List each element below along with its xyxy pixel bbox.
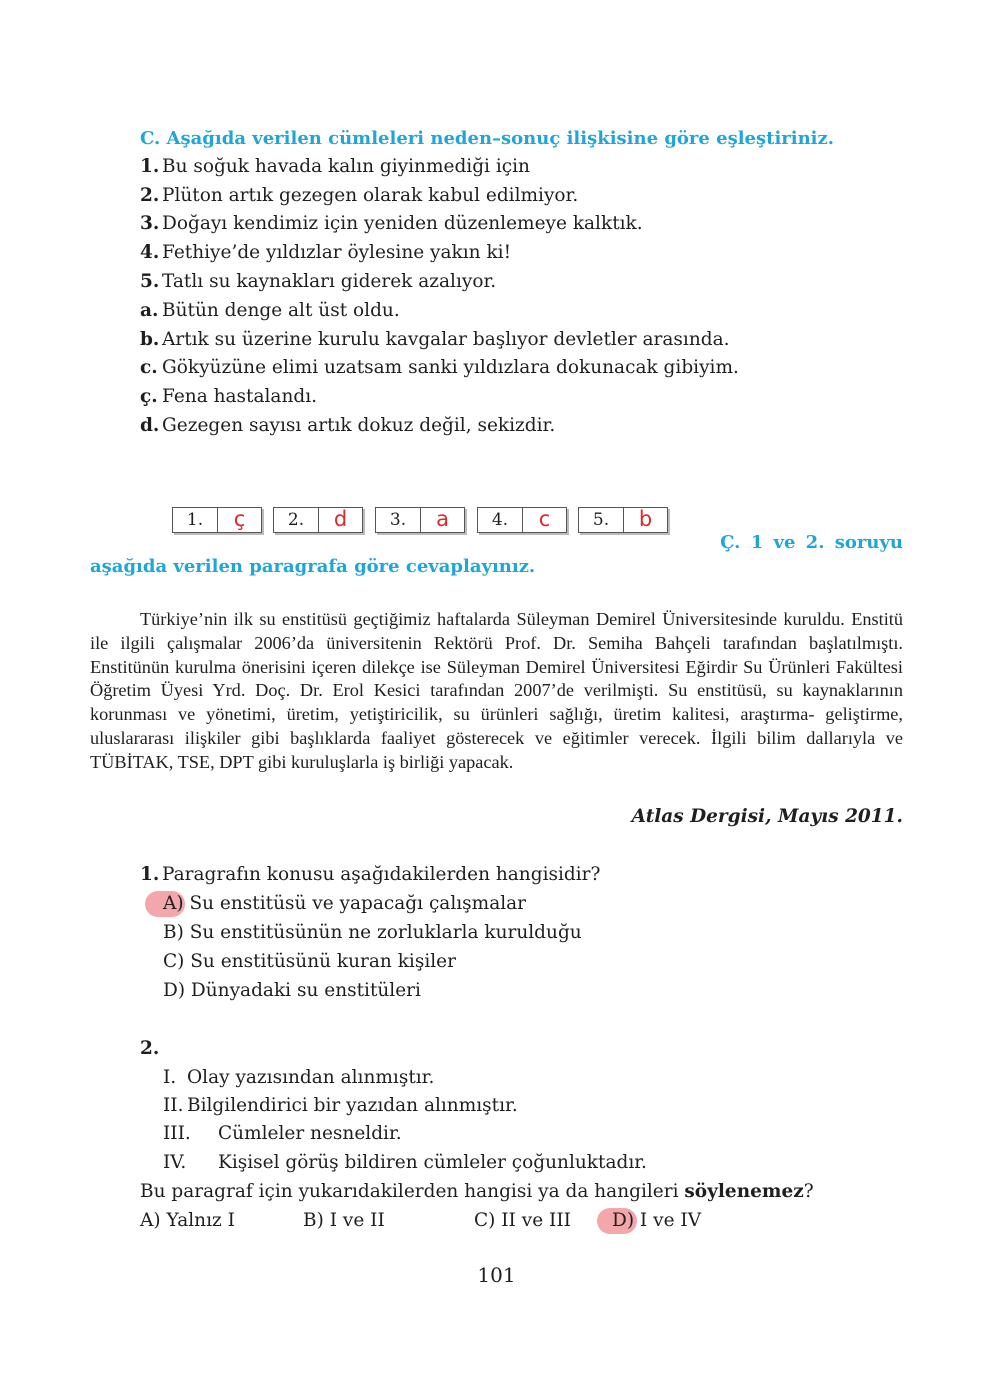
answer-box-value: c bbox=[538, 507, 551, 531]
list-item bbox=[140, 329, 730, 350]
statement-roman: IV. bbox=[163, 1152, 187, 1173]
statement-roman: III. bbox=[163, 1123, 191, 1144]
stem-bold: söylenemez bbox=[684, 1181, 804, 1202]
statement-item bbox=[163, 1123, 402, 1144]
option-d[interactable]: D) I ve IV bbox=[612, 1210, 702, 1231]
option-c[interactable]: C) Su enstitüsünü kuran kişiler bbox=[163, 951, 456, 972]
item-label: ç. bbox=[140, 386, 158, 407]
list-item bbox=[140, 300, 400, 321]
statement-item bbox=[163, 1067, 434, 1088]
list-item bbox=[140, 271, 496, 292]
list-item bbox=[140, 386, 317, 407]
answer-box-number: 1. bbox=[173, 508, 218, 532]
source-citation: Atlas Dergisi, Mayıs 2011. bbox=[631, 806, 903, 827]
item-label: a. bbox=[140, 300, 159, 321]
section-c-heading: C. Aşağıda verilen cümleleri neden–sonuç ilişkisine göre eşleştiriniz. bbox=[140, 128, 835, 149]
answer-box[interactable] bbox=[273, 507, 363, 533]
list-item bbox=[140, 185, 578, 206]
item-text: Gezegen sayısı artık dokuz değil, sekizdir. bbox=[162, 415, 556, 436]
answer-box-number: 5. bbox=[579, 508, 624, 532]
list-item bbox=[140, 415, 555, 436]
question-1 bbox=[140, 864, 600, 885]
item-text: Plüton artık gezegen olarak kabul edilmiyor. bbox=[162, 185, 579, 206]
option-b[interactable]: B) I ve II bbox=[303, 1210, 385, 1231]
reading-paragraph bbox=[90, 608, 903, 775]
statement-item bbox=[163, 1152, 647, 1173]
item-text: Bu soğuk havada kalın giyinmediği için bbox=[162, 156, 530, 177]
item-label: 3. bbox=[140, 213, 160, 234]
item-text: Artık su üzerine kurulu kavgalar başlıyor devletler arasında. bbox=[162, 329, 730, 350]
paragraph-text: Türkiye’nin ilk su enstitüsü geçtiğimiz haftalarda Süleyman Demirel Üniversitesinde kuruldu. Enstitü ile ilgili çalışmalar 2006’da üniversitenin Rektörü Prof. Dr. Semiha Bahçeli tarafından başlatılmıştı. Enstitünün kurulma önerisini içeren dilekçe ise Süleyman Demirel Üniversitesi Eğirdir Su Ürünleri Fakültesi Öğretim Üyesi Yrd. Doç. Dr. Erol Kesici tarafından 2007’de verilmişti. Su enstitüsü, su kaynaklarının korunması ve yönetimi, üretim, yetiştiricilik, su ürünleri sağlığı, üretim kalitesi, araştırma- geliştirme, uluslararası ilişkiler gibi başlıklarda faaliyet gösterecek ve eğitimler verecek. İlgili bilim dallarıyla ve TÜBİTAK, TSE, DPT gibi kuruluşlarla iş birliği yapacak. bbox=[90, 609, 903, 772]
item-label: d. bbox=[140, 415, 160, 436]
answer-box-value: a bbox=[436, 507, 449, 531]
answer-box-value: ç bbox=[233, 507, 246, 531]
section-d-heading-part2: aşağıda verilen paragrafa göre cevaplayınız. bbox=[90, 556, 536, 577]
answer-box-value: d bbox=[333, 507, 348, 531]
option-a[interactable]: A) Su enstitüsü ve yapacağı çalışmalar bbox=[163, 893, 527, 914]
list-item bbox=[140, 156, 530, 177]
item-label: b. bbox=[140, 329, 160, 350]
question-2-stem bbox=[140, 1181, 814, 1202]
statement-text: Cümleler nesneldir. bbox=[218, 1123, 402, 1144]
item-label: 4. bbox=[140, 242, 160, 263]
question-number: 1. bbox=[140, 864, 160, 885]
option-d[interactable]: D) Dünyadaki su enstitüleri bbox=[163, 980, 421, 1001]
item-label: 5. bbox=[140, 271, 160, 292]
item-text: Fena hastalandı. bbox=[162, 386, 318, 407]
item-text: Gökyüzüne elimi uzatsam sanki yıldızlara dokunacak gibiyim. bbox=[162, 357, 739, 378]
option-c[interactable]: C) II ve III bbox=[474, 1210, 571, 1231]
item-text: Doğayı kendimiz için yeniden düzenlemeye kalktık. bbox=[162, 213, 643, 234]
answer-box-number: 2. bbox=[274, 508, 319, 532]
answer-box[interactable] bbox=[375, 507, 465, 533]
item-text: Tatlı su kaynakları giderek azalıyor. bbox=[162, 271, 497, 292]
answer-box-number: 3. bbox=[376, 508, 421, 532]
statement-roman: I. bbox=[163, 1067, 177, 1088]
item-label: 1. bbox=[140, 156, 160, 177]
answer-box[interactable] bbox=[578, 507, 668, 533]
item-text: Fethiye’de yıldızlar öylesine yakın ki! bbox=[162, 242, 512, 263]
answer-box[interactable] bbox=[477, 507, 567, 533]
list-item bbox=[140, 242, 511, 263]
item-text: Bütün denge alt üst oldu. bbox=[162, 300, 400, 321]
question-text: Paragrafın konusu aşağıdakilerden hangisidir? bbox=[162, 864, 601, 885]
question-2-number: 2. bbox=[140, 1038, 160, 1059]
option-b[interactable]: B) Su enstitüsünün ne zorluklarla kurulduğu bbox=[163, 922, 582, 943]
answer-box-number: 4. bbox=[478, 508, 523, 532]
statement-item bbox=[163, 1095, 518, 1116]
page-number: 101 bbox=[477, 1263, 516, 1287]
answer-box[interactable] bbox=[172, 507, 262, 533]
list-item bbox=[140, 357, 739, 378]
option-a[interactable]: A) Yalnız I bbox=[140, 1210, 235, 1231]
section-d-heading-part1: Ç. 1 ve 2. soruyu bbox=[720, 532, 903, 553]
statement-text: Bilgilendirici bir yazıdan alınmıştır. bbox=[187, 1095, 518, 1116]
item-label: c. bbox=[140, 357, 158, 378]
item-label: 2. bbox=[140, 185, 160, 206]
stem-prefix: Bu paragraf için yukarıdakilerden hangisi ya da hangileri bbox=[140, 1181, 679, 1202]
stem-suffix: ? bbox=[803, 1181, 814, 1202]
statement-text: Olay yazısından alınmıştır. bbox=[187, 1067, 435, 1088]
statement-text: Kişisel görüş bildiren cümleler çoğunluktadır. bbox=[218, 1152, 647, 1173]
answer-box-value: b bbox=[638, 507, 653, 531]
statement-roman: II. bbox=[163, 1095, 184, 1116]
list-item bbox=[140, 213, 643, 234]
